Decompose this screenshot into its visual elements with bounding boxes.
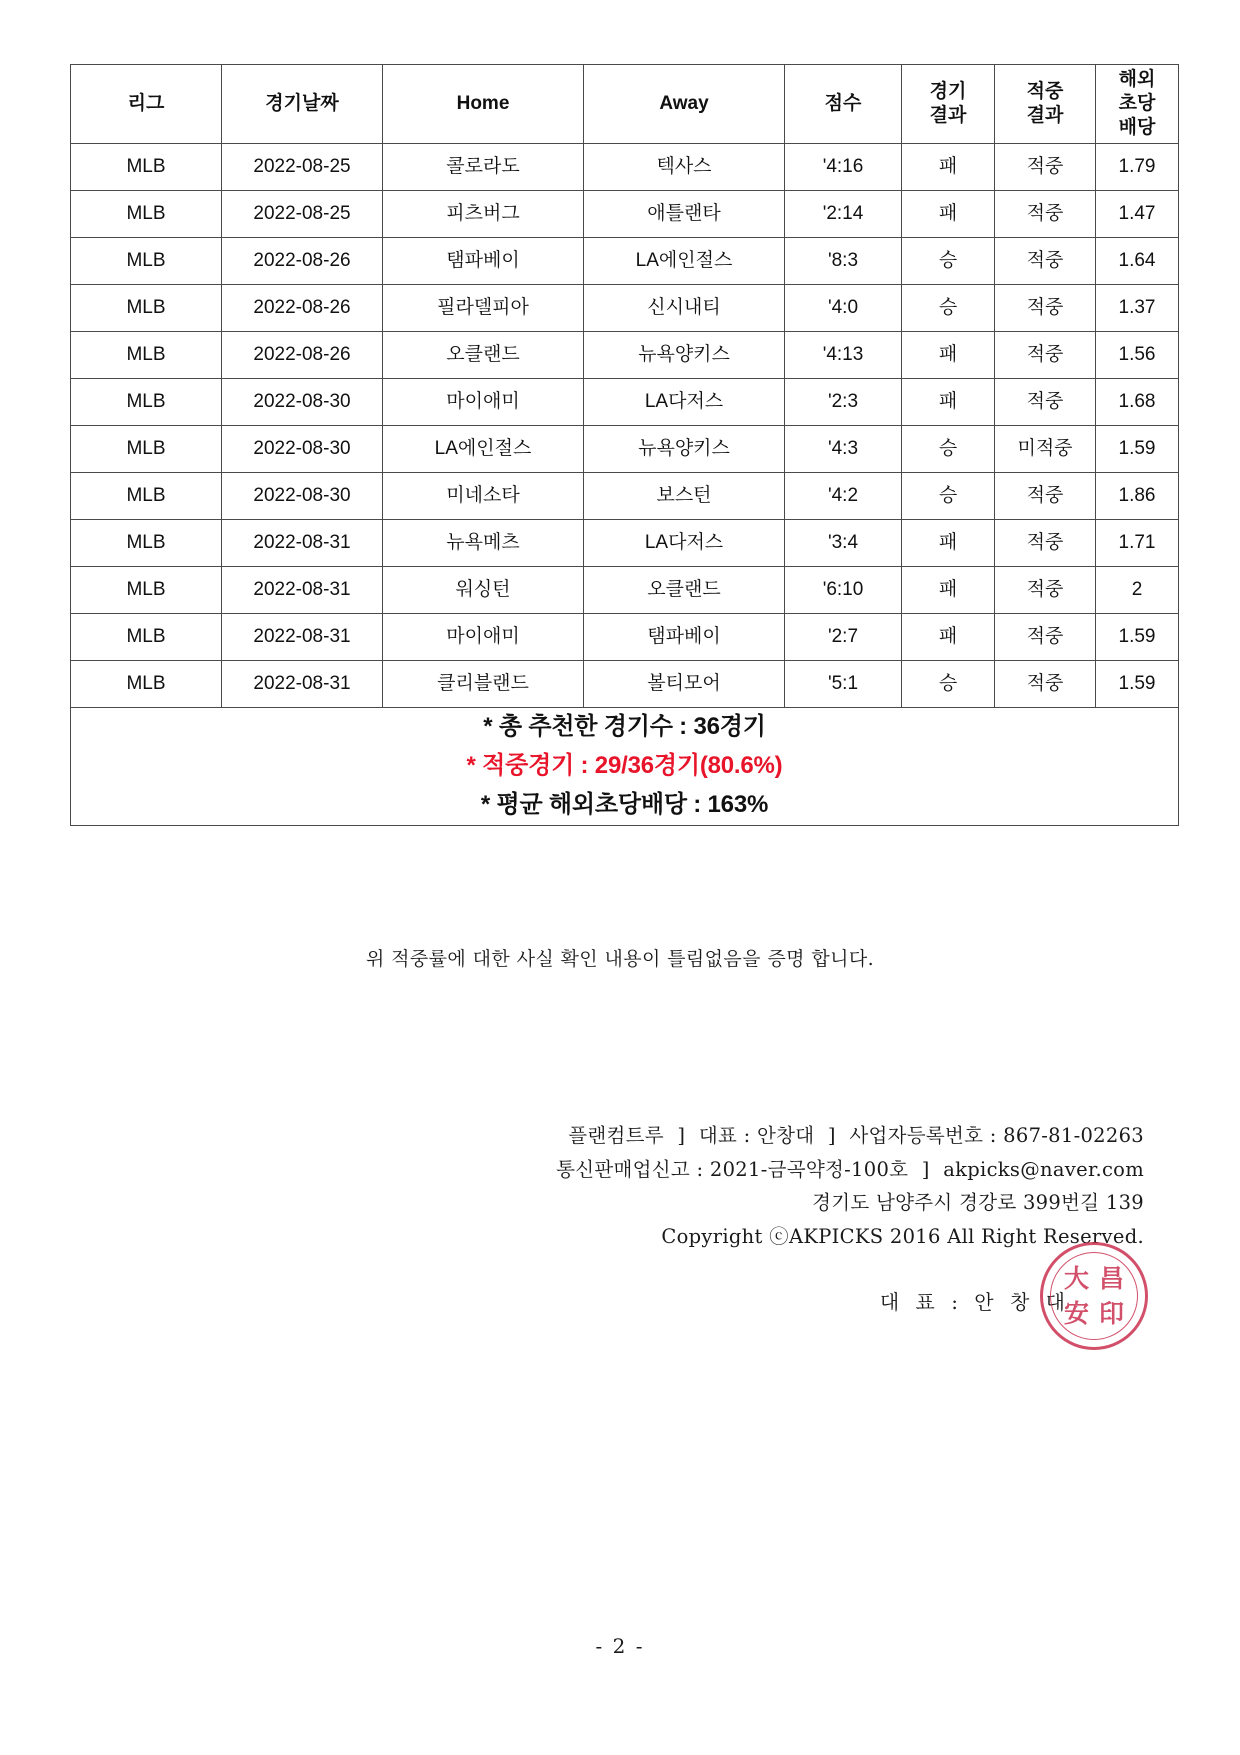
cell-score: '8:3 [785, 238, 902, 285]
cell-league: MLB [71, 520, 222, 567]
cell-league: MLB [71, 285, 222, 332]
column-header-date: 경기날짜 [222, 65, 383, 144]
cell-league: MLB [71, 473, 222, 520]
cell-home-team: 오클랜드 [383, 332, 584, 379]
cell-hit-result: 적중 [995, 191, 1096, 238]
cell-match-result: 패 [902, 567, 995, 614]
cell-date: 2022-08-26 [222, 285, 383, 332]
cell-league: MLB [71, 426, 222, 473]
cell-odds: 1.71 [1096, 520, 1179, 567]
cell-hit-result: 적중 [995, 661, 1096, 708]
cell-score: '4:2 [785, 473, 902, 520]
cell-odds: 1.68 [1096, 379, 1179, 426]
cell-home-team: 클리블랜드 [383, 661, 584, 708]
seal-glyph: 昌 [1098, 1264, 1124, 1293]
cell-league: MLB [71, 614, 222, 661]
cell-score: '2:7 [785, 614, 902, 661]
cell-away-team: 보스턴 [584, 473, 785, 520]
cell-date: 2022-08-30 [222, 379, 383, 426]
cell-date: 2022-08-25 [222, 191, 383, 238]
footer-email[interactable]: akpicks@naver.com [943, 1157, 1144, 1181]
footer-separator-icon: ] [827, 1124, 836, 1147]
summary-average-odds: * 평균 해외초당배당 : 163% [480, 790, 769, 818]
footer-address: 경기도 남양주시 경강로 399번길 139 [812, 1191, 1144, 1215]
cell-hit-result: 적중 [995, 614, 1096, 661]
footer-mailorder-number: 통신판매업신고 : 2021-금곡약정-100호 [556, 1157, 909, 1181]
cell-match-result: 패 [902, 520, 995, 567]
cell-score: '6:10 [785, 567, 902, 614]
cell-away-team: 탬파베이 [584, 614, 785, 661]
cell-hit-result: 적중 [995, 285, 1096, 332]
cell-league: MLB [71, 191, 222, 238]
cell-score: '5:1 [785, 661, 902, 708]
column-header-match-result-line1: 경기 [929, 81, 967, 103]
cell-match-result: 패 [902, 332, 995, 379]
column-header-match-result [902, 65, 995, 144]
cell-match-result: 패 [902, 614, 995, 661]
cell-odds: 2 [1096, 567, 1179, 614]
cell-score: '4:3 [785, 426, 902, 473]
cell-hit-result: 적중 [995, 144, 1096, 191]
cell-home-team: 콜로라도 [383, 144, 584, 191]
column-header-hit-result-line1: 적중 [1026, 81, 1064, 103]
report-sheet [70, 64, 1170, 1658]
cell-hit-result: 적중 [995, 332, 1096, 379]
cell-date: 2022-08-31 [222, 567, 383, 614]
cell-odds: 1.59 [1096, 426, 1179, 473]
page-number: - 2 - [595, 1634, 645, 1658]
cell-away-team: 오클랜드 [584, 567, 785, 614]
cell-home-team: 미네소타 [383, 473, 584, 520]
table-row [71, 379, 1179, 426]
cell-score: '4:0 [785, 285, 902, 332]
footer-separator-icon: ] [677, 1124, 686, 1147]
cell-home-team: 마이애미 [383, 379, 584, 426]
cell-date: 2022-08-30 [222, 473, 383, 520]
cell-league: MLB [71, 332, 222, 379]
company-footer [144, 1119, 1144, 1253]
summary-block [71, 708, 1179, 826]
column-header-odds-line1: 해외 [1118, 69, 1156, 91]
cell-date: 2022-08-26 [222, 332, 383, 379]
footer-company-name: 플랜컴트루 [568, 1124, 664, 1147]
table-row [71, 614, 1179, 661]
summary-hit-games: * 적중경기 : 29/36경기(80.6%) [466, 751, 783, 779]
cell-away-team: LA에인절스 [584, 238, 785, 285]
seal-glyphs [1043, 1245, 1145, 1347]
table-row [71, 285, 1179, 332]
footer-business-number: 사업자등록번호 : 867-81-02263 [849, 1124, 1144, 1147]
table-footer [71, 708, 1179, 826]
column-header-match-result-line2: 결과 [929, 105, 967, 126]
cell-away-team: 볼티모어 [584, 661, 785, 708]
table-row [71, 473, 1179, 520]
table-row [71, 191, 1179, 238]
cell-match-result: 승 [902, 661, 995, 708]
seal-glyph: 印 [1098, 1299, 1124, 1328]
footer-separator-icon: ] [921, 1157, 930, 1181]
cell-match-result: 승 [902, 473, 995, 520]
cell-date: 2022-08-31 [222, 661, 383, 708]
cell-odds: 1.59 [1096, 614, 1179, 661]
cell-home-team: LA에인절스 [383, 426, 584, 473]
seal-glyph: 安 [1063, 1299, 1089, 1328]
cell-league: MLB [71, 661, 222, 708]
cell-match-result: 패 [902, 191, 995, 238]
table-header-row [71, 65, 1179, 144]
cell-away-team: LA다저스 [584, 379, 785, 426]
footer-representative: 대표 : 안창대 [698, 1124, 815, 1147]
table-body [71, 144, 1179, 708]
cell-match-result: 승 [902, 285, 995, 332]
column-header-away: Away [584, 65, 785, 144]
cell-date: 2022-08-25 [222, 144, 383, 191]
table-row [71, 332, 1179, 379]
seal-glyph: 大 [1063, 1264, 1089, 1293]
cell-home-team: 피츠버그 [383, 191, 584, 238]
cell-match-result: 승 [902, 238, 995, 285]
cell-odds: 1.59 [1096, 661, 1179, 708]
cell-hit-result: 적중 [995, 520, 1096, 567]
match-results-table [70, 64, 1179, 826]
cell-match-result: 패 [902, 379, 995, 426]
table-row [71, 567, 1179, 614]
cell-away-team: 애틀랜타 [584, 191, 785, 238]
cell-hit-result: 적중 [995, 379, 1096, 426]
footer-copyright: Copyright ⓒAKPICKS 2016 All Right Reserved. [661, 1224, 1144, 1248]
cell-away-team: 텍사스 [584, 144, 785, 191]
table-header [71, 65, 1179, 144]
cell-odds: 1.64 [1096, 238, 1179, 285]
cell-odds: 1.37 [1096, 285, 1179, 332]
cell-score: '2:14 [785, 191, 902, 238]
cell-score: '4:16 [785, 144, 902, 191]
cell-odds: 1.86 [1096, 473, 1179, 520]
cell-home-team: 워싱턴 [383, 567, 584, 614]
cell-date: 2022-08-30 [222, 426, 383, 473]
cell-hit-result: 적중 [995, 473, 1096, 520]
cell-home-team: 탬파베이 [383, 238, 584, 285]
cell-odds: 1.79 [1096, 144, 1179, 191]
cell-league: MLB [71, 238, 222, 285]
cell-hit-result: 적중 [995, 567, 1096, 614]
cell-league: MLB [71, 144, 222, 191]
cell-date: 2022-08-31 [222, 614, 383, 661]
cell-score: '2:3 [785, 379, 902, 426]
table-row [71, 520, 1179, 567]
summary-row [71, 708, 1179, 826]
column-header-hit-result-line2: 결과 [1026, 105, 1064, 126]
cell-home-team: 뉴욕메츠 [383, 520, 584, 567]
cell-hit-result: 적중 [995, 238, 1096, 285]
cell-away-team: 뉴욕양키스 [584, 332, 785, 379]
footer-line-2 [144, 1153, 1144, 1187]
column-header-hit-result [995, 65, 1096, 144]
cell-home-team: 마이애미 [383, 614, 584, 661]
cell-score: '4:13 [785, 332, 902, 379]
column-header-home: Home [383, 65, 584, 144]
cell-odds: 1.47 [1096, 191, 1179, 238]
summary-total-games: * 총 추천한 경기수 : 36경기 [483, 713, 766, 740]
table-row [71, 238, 1179, 285]
cell-league: MLB [71, 379, 222, 426]
column-header-odds-line3: 배당 [1118, 116, 1156, 138]
table-row [71, 661, 1179, 708]
cell-home-team: 필라델피아 [383, 285, 584, 332]
column-header-odds [1096, 65, 1179, 144]
signature-line: 대 표 : 안 창 대 [879, 1290, 1070, 1314]
cell-away-team: 신시내티 [584, 285, 785, 332]
cell-away-team: 뉴욕양키스 [584, 426, 785, 473]
cell-date: 2022-08-26 [222, 238, 383, 285]
company-seal-stamp [1040, 1242, 1148, 1350]
column-header-odds-line2: 초당 [1118, 93, 1156, 115]
cell-date: 2022-08-31 [222, 520, 383, 567]
cell-odds: 1.56 [1096, 332, 1179, 379]
cell-match-result: 승 [902, 426, 995, 473]
column-header-score: 점수 [785, 65, 902, 144]
column-header-league: 리그 [71, 65, 222, 144]
cell-hit-result: 미적중 [995, 426, 1096, 473]
cell-match-result: 패 [902, 144, 995, 191]
cell-away-team: LA다저스 [584, 520, 785, 567]
verification-note: 위 적중률에 대한 사실 확인 내용이 틀림없음을 증명 합니다. [365, 948, 875, 970]
footer-line-1 [144, 1119, 1144, 1153]
table-row [71, 144, 1179, 191]
table-row [71, 426, 1179, 473]
cell-score: '3:4 [785, 520, 902, 567]
cell-league: MLB [71, 567, 222, 614]
